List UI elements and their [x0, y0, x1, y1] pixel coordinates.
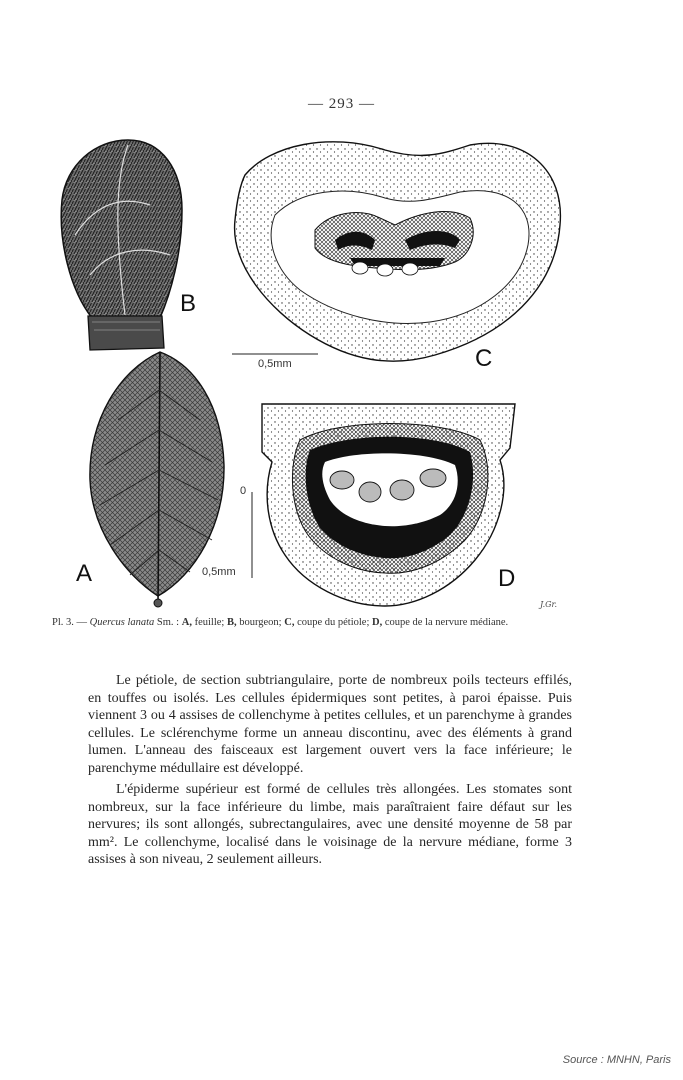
- caption-text-c: coupe du pétiole;: [294, 617, 373, 628]
- caption-prefix: Pl. 3. —: [52, 617, 90, 628]
- caption-text-b: bourgeon;: [236, 617, 285, 628]
- figure-c-petiole-section: [235, 142, 561, 361]
- source-credit: Source : MNHN, Paris: [562, 1054, 671, 1066]
- page-number: — 293 —: [308, 96, 375, 112]
- caption-species: Quercus lanata: [89, 617, 155, 628]
- illustrator-signature: J.Gr.: [540, 600, 558, 609]
- figure-b-bud: [61, 140, 182, 350]
- figure-d-midrib-section: [262, 404, 515, 606]
- body-text: [88, 672, 572, 873]
- caption-text-d: coupe de la nervure médiane.: [382, 617, 509, 628]
- caption-key-d: D,: [372, 617, 383, 628]
- scale-label-a: 0,5mm: [202, 566, 236, 578]
- caption-author: Sm. :: [154, 617, 182, 628]
- figure-label-b: B: [180, 290, 197, 317]
- scale-label-c: 0,5mm: [258, 358, 292, 370]
- caption-key-c: C,: [284, 617, 295, 628]
- paragraph-1: Le pétiole, de section subtriangulaire, porte de nombreux poils tecteurs effilés, en touffes ou isolés. Les cellules épidermiques sont petites, à paroi épaisse. Puis viennent 3 ou 4 assises de collenchyme à petites cellules, et un parenchyme à grandes cellules. Le sclérenchyme forme un anneau discontinu, avec des éléments à grand lumen. L'anneau des faisceaux est largement ouvert vers la face inférieure; le parenchyme médullaire est développé.: [88, 673, 572, 776]
- figure-label-d: D: [498, 565, 516, 592]
- caption-text-a: feuille;: [191, 617, 227, 628]
- plate-caption: [52, 617, 632, 629]
- scale-zero-label: 0: [240, 485, 247, 497]
- figure-label-a: A: [76, 560, 93, 587]
- figure-label-c: C: [475, 345, 493, 372]
- paragraph-2: L'épiderme supérieur est formé de cellules très allongées. Les stomates sont nombreux, sur la face inférieure du limbe, mais paraîtraient faire défaut sur les nervures; ils sont allongés, subrectangulaires, avec une densité moyenne de 58 par mm². Le collenchyme, localisé dans le voisinage de la nervure médiane, forme 3 assises à son niveau, 2 seulement ailleurs.: [88, 782, 572, 867]
- caption-key-a: A,: [181, 617, 192, 628]
- caption-key-b: B,: [226, 617, 237, 628]
